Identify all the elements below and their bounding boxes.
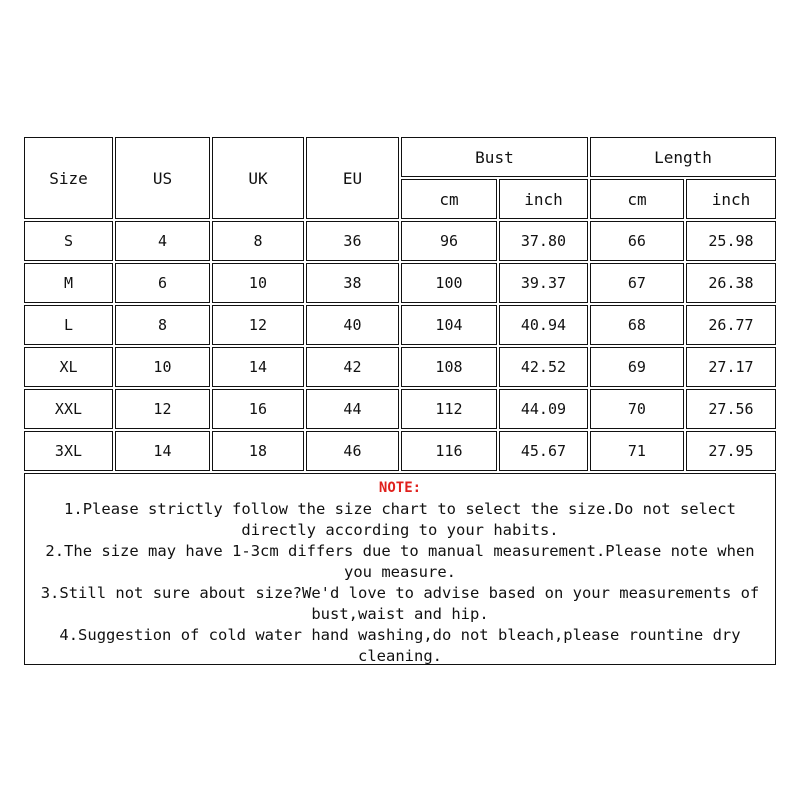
cell-eu: 44 — [306, 389, 399, 429]
header-bust: Bust — [401, 137, 588, 177]
size-chart — [22, 135, 778, 665]
cell-eu: 36 — [306, 221, 399, 261]
cell-length-cm: 69 — [590, 347, 684, 387]
cell-length-inch: 26.77 — [686, 305, 776, 345]
cell-eu: 38 — [306, 263, 399, 303]
size-table — [22, 135, 778, 473]
table-row — [24, 389, 776, 429]
table-row — [24, 431, 776, 471]
cell-size: XL — [24, 347, 113, 387]
cell-bust-cm: 96 — [401, 221, 497, 261]
table-row — [24, 347, 776, 387]
header-bust-inch: inch — [499, 179, 588, 219]
cell-us: 8 — [115, 305, 210, 345]
header-us: US — [115, 137, 210, 219]
cell-size: M — [24, 263, 113, 303]
header-length-inch: inch — [686, 179, 776, 219]
header-uk: UK — [212, 137, 304, 219]
header-size: Size — [24, 137, 113, 219]
cell-length-inch: 27.56 — [686, 389, 776, 429]
cell-us: 12 — [115, 389, 210, 429]
cell-length-cm: 66 — [590, 221, 684, 261]
cell-length-inch: 27.95 — [686, 431, 776, 471]
header-bust-cm: cm — [401, 179, 497, 219]
cell-us: 14 — [115, 431, 210, 471]
cell-uk: 10 — [212, 263, 304, 303]
cell-bust-inch: 44.09 — [499, 389, 588, 429]
cell-bust-inch: 40.94 — [499, 305, 588, 345]
cell-bust-cm: 100 — [401, 263, 497, 303]
cell-length-cm: 70 — [590, 389, 684, 429]
cell-uk: 12 — [212, 305, 304, 345]
cell-bust-inch: 42.52 — [499, 347, 588, 387]
table-row — [24, 263, 776, 303]
cell-eu: 42 — [306, 347, 399, 387]
cell-length-inch: 25.98 — [686, 221, 776, 261]
note-title: NOTE: — [378, 480, 422, 496]
cell-size: 3XL — [24, 431, 113, 471]
cell-us: 6 — [115, 263, 210, 303]
note-line-3: 3.Still not sure about size?We'd love to advise based on your measurements of bust,waist and hip. — [40, 584, 760, 623]
cell-length-inch: 27.17 — [686, 347, 776, 387]
cell-bust-inch: 45.67 — [499, 431, 588, 471]
header-row-top — [24, 137, 776, 177]
cell-bust-inch: 37.80 — [499, 221, 588, 261]
cell-bust-cm: 104 — [401, 305, 497, 345]
cell-size: L — [24, 305, 113, 345]
cell-size: XXL — [24, 389, 113, 429]
note-line-2: 2.The size may have 1-3cm differs due to manual measurement.Please note when you measure. — [45, 542, 755, 581]
table-row — [24, 305, 776, 345]
cell-bust-inch: 39.37 — [499, 263, 588, 303]
cell-uk: 14 — [212, 347, 304, 387]
cell-length-cm: 67 — [590, 263, 684, 303]
header-length-cm: cm — [590, 179, 684, 219]
cell-uk: 8 — [212, 221, 304, 261]
cell-bust-cm: 112 — [401, 389, 497, 429]
cell-us: 4 — [115, 221, 210, 261]
note-line-4: 4.Suggestion of cold water hand washing,do not bleach,please rountine dry cleaning. — [59, 626, 741, 665]
cell-uk: 16 — [212, 389, 304, 429]
cell-length-inch: 26.38 — [686, 263, 776, 303]
table-row — [24, 221, 776, 261]
cell-eu: 46 — [306, 431, 399, 471]
note-box — [24, 473, 776, 665]
header-eu: EU — [306, 137, 399, 219]
cell-bust-cm: 116 — [401, 431, 497, 471]
cell-us: 10 — [115, 347, 210, 387]
cell-size: S — [24, 221, 113, 261]
header-length: Length — [590, 137, 776, 177]
cell-bust-cm: 108 — [401, 347, 497, 387]
cell-uk: 18 — [212, 431, 304, 471]
cell-eu: 40 — [306, 305, 399, 345]
cell-length-cm: 68 — [590, 305, 684, 345]
cell-length-cm: 71 — [590, 431, 684, 471]
note-line-1: 1.Please strictly follow the size chart to select the size.Do not select directly according to your habits. — [64, 500, 736, 539]
